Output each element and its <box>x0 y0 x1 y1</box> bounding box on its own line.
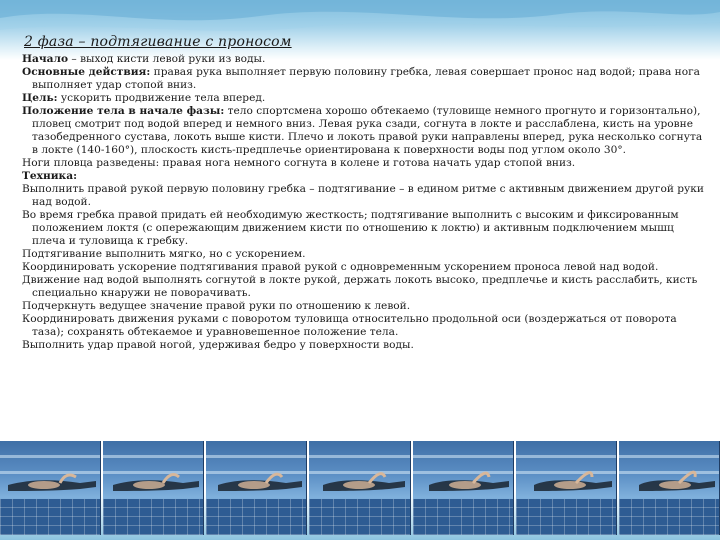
swimmer-figure <box>206 441 307 535</box>
paragraph <box>18 66 708 92</box>
slide-title: 2 фаза – подтягивание с проносом <box>24 34 292 50</box>
slide-content <box>18 34 708 352</box>
swimmer-frame-3 <box>206 441 307 535</box>
swimmer-frame-4 <box>309 441 410 535</box>
paragraph-text: Координировать движения руками с поворотом туловища относительно продольной оси (воздержаться от поворота таза); сохранять обтекаемое и уравновешенное положение тела. <box>22 313 677 338</box>
paragraph <box>18 53 708 66</box>
text-body <box>18 53 708 352</box>
paragraph-text: правая рука выполняет первую половину гребка, левая совершает пронос над водой; права нога выполняет удар стопой вниз. <box>32 66 700 91</box>
paragraph <box>18 261 708 274</box>
paragraph <box>18 313 708 339</box>
paragraph <box>18 105 708 157</box>
paragraph-text: Движение над водой выполнять согнутой в локте рукой, держать локоть высоко, предплечье и кисть расслабить, кисть специально кнаружи не поворачивать. <box>22 274 698 299</box>
swimmer-frame-1 <box>0 441 101 535</box>
paragraph-text: Подчеркнуть ведущее значение правой руки по отношению к левой. <box>22 300 411 312</box>
paragraph-label: Начало <box>22 53 69 65</box>
paragraph-text: Координировать ускорение подтягивания правой рукой с одновременным ускорением проноса левой над водой. <box>22 261 659 273</box>
swimmer-frame-6 <box>516 441 617 535</box>
paragraph <box>18 157 708 170</box>
swimmer-figure <box>0 441 101 535</box>
paragraph <box>18 92 708 105</box>
paragraph-label: Цель: <box>22 92 58 104</box>
paragraph-text: тело спортсмена хорошо обтекаемо (туловище немного прогнуто и горизонтально), пловец смотрит под водой вперед и немного вниз. Левая рука сзади, согнута в локте и расслаблена, кисть на уровне тазобедренного сустава, локоть выше кисти. Плечо и локоть правой руки направлены вперед, рука несколько согнута в локте (140-160°), плоскость кисть-предплечье ориентирована к поверхности воды под углом около 30°. <box>32 105 703 156</box>
paragraph <box>18 300 708 313</box>
paragraph <box>18 274 708 300</box>
paragraph <box>18 339 708 352</box>
paragraph-text: – выход кисти левой руки из воды. <box>68 53 266 65</box>
paragraph-text: Выполнить удар правой ногой, удерживая бедро у поверхности воды. <box>22 339 414 351</box>
paragraph-text: Подтягивание выполнить мягко, но с ускорением. <box>22 248 306 260</box>
paragraph <box>18 209 708 248</box>
paragraph <box>18 170 708 183</box>
swimmer-figure <box>413 441 514 535</box>
paragraph-text: ускорить продвижение тела вперед. <box>57 92 266 104</box>
swimmer-frame-5 <box>413 441 514 535</box>
swimmer-frame-2 <box>103 441 204 535</box>
paragraph-label: Основные действия: <box>22 66 151 78</box>
swimmer-figure <box>516 441 617 535</box>
paragraph-label: Положение тела в начале фазы: <box>22 105 225 117</box>
paragraph-label: Техника: <box>22 170 77 182</box>
paragraph <box>18 248 708 261</box>
swimmer-photo-strip <box>0 441 720 535</box>
paragraph-text: Выполнить правой рукой первую половину гребка – подтягивание – в едином ритме с активным движением другой руки над водой. <box>22 183 704 208</box>
paragraph-text: Ноги пловца разведены: правая нога немного согнута в колене и готова начать удар стопой вниз. <box>22 157 576 169</box>
swimmer-frame-7 <box>619 441 720 535</box>
paragraph-text: Во время гребка правой придать ей необходимую жесткость; подтягивание выполнить с высоким и фиксированным положением локтя (с опережающим движением кисти по отношению к локтю) и активным подключением мышц плеча и туловища к гребку. <box>22 209 679 247</box>
swimmer-figure <box>309 441 410 535</box>
paragraph <box>18 183 708 209</box>
swimmer-figure <box>103 441 204 535</box>
swimmer-figure <box>619 441 720 535</box>
